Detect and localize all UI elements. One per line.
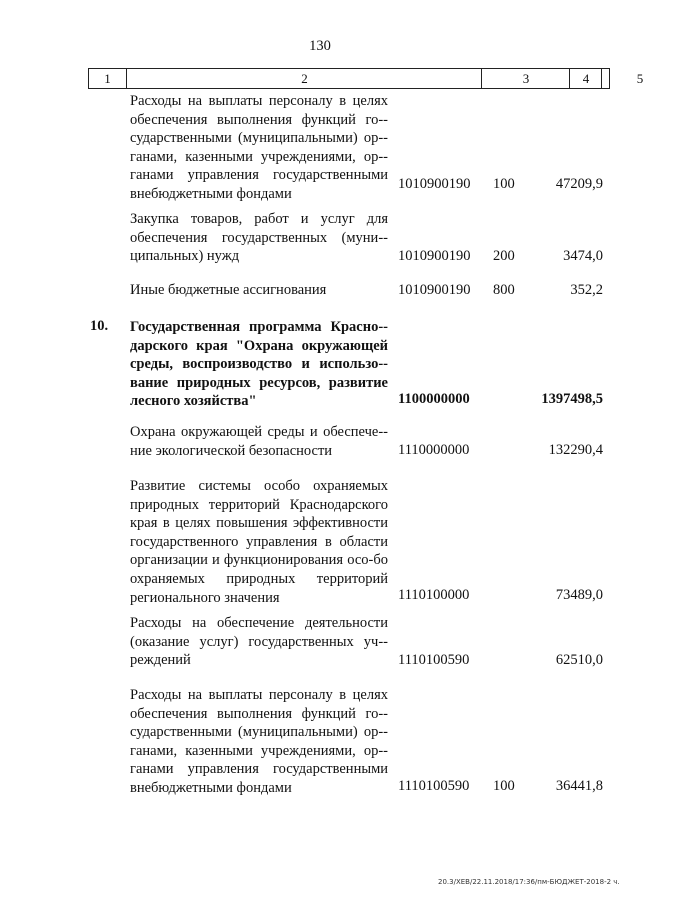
row-description: Расходы на обеспечение деятельности (оказание услуг) государственных уч-реждений: [130, 615, 388, 669]
row-code: 1010900190: [398, 176, 471, 192]
row-expense-type: 100: [493, 778, 515, 794]
row-amount: 352,2: [570, 282, 603, 298]
row-code: 1110100590: [398, 778, 470, 794]
footer-stamp: 20.3/ХЕВ/22.11.2018/17:36/пм-БЮДЖЕТ-2018-2 ч.: [438, 878, 620, 886]
row-description: Расходы на выплаты персоналу в целях обеспечения выполнения функций го-сударственными (муниципальными) ор-ганами, казенными учреждениями, ор-ганами управления государственными внебюджетными фондами: [130, 93, 388, 202]
header-cell-3: 3: [481, 69, 570, 88]
row-amount: 1397498,5: [541, 391, 603, 407]
row-code: 1010900190: [398, 248, 471, 264]
row-amount: 47209,9: [555, 176, 603, 192]
table-header-row: [88, 68, 644, 89]
row-code: 1110100590: [398, 652, 470, 668]
row-expense-type: 200: [493, 248, 515, 264]
row-code: 1110000000: [398, 442, 470, 458]
row-description: Охрана окружающей среды и обеспече-ние экологической безопасности: [130, 424, 388, 459]
row-description: Государственная программа Красно-дарского края "Охрана окружающей среды, воспроизводство и использо-вание природных ресурсов, развитие лесного хозяйства": [130, 319, 388, 410]
row-description: Иные бюджетные ассигнования: [130, 282, 327, 298]
row-code: 1100000000: [398, 391, 470, 407]
header-cell-5: 5: [601, 69, 678, 88]
row-amount: 3474,0: [563, 248, 603, 264]
page-number: 130: [309, 38, 331, 54]
row-description: Развитие системы особо охраняемых природных территорий Краснодарского края в целях повышения эффективности государственного управления в области организации и функционирования осо-бо охраняемых природных территорий регионального значения: [130, 478, 388, 606]
row-amount: 73489,0: [555, 587, 603, 603]
row-number: 10.: [90, 318, 109, 334]
header-cell-1: 1: [104, 71, 111, 86]
row-amount: 36441,8: [555, 778, 603, 794]
row-description: Закупка товаров, работ и услуг для обеспечения государственных (муни-ципальных) нужд: [130, 211, 388, 265]
row-code: 1010900190: [398, 282, 471, 298]
row-expense-type: 800: [493, 282, 515, 298]
row-code: 1110100000: [398, 587, 470, 603]
header-cell-2: 2: [126, 69, 482, 88]
row-description: Расходы на выплаты персоналу в целях обеспечения выполнения функций го-сударственными (муниципальными) ор-ганами, казенными учреждениями, ор-ганами управления государственными внебюджетными фондами: [130, 687, 388, 796]
row-amount: 62510,0: [555, 652, 603, 668]
row-expense-type: 100: [493, 176, 515, 192]
row-amount: 132290,4: [548, 442, 603, 458]
header-cell-4: 4: [569, 69, 602, 88]
